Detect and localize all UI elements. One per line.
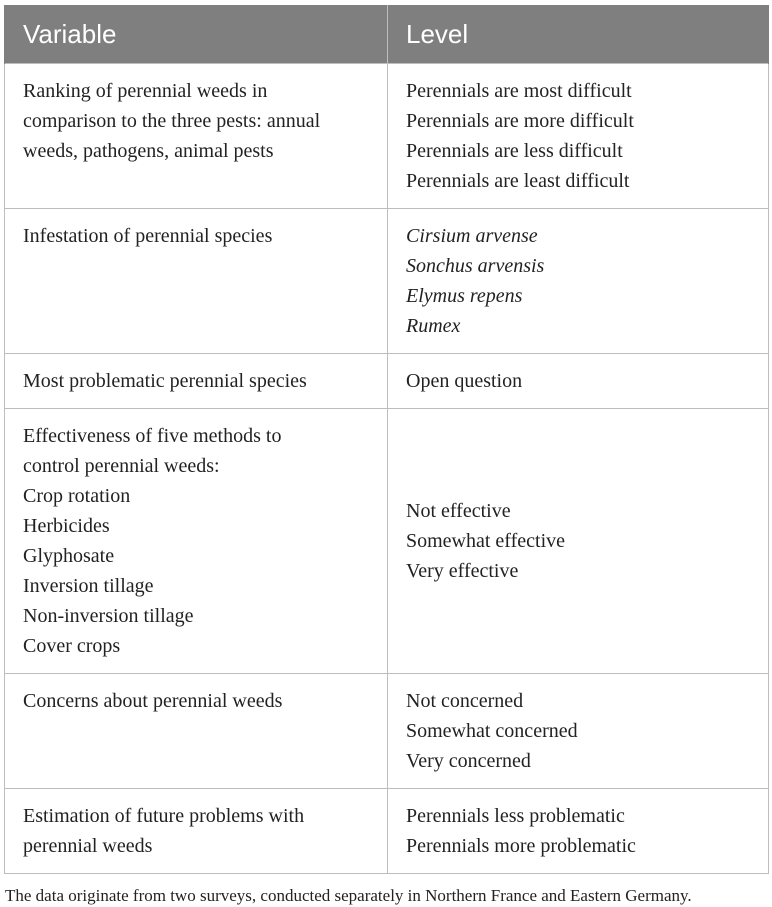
- variable-line: weeds, pathogens, animal pests: [23, 140, 274, 162]
- variable-line: Ranking of perennial weeds in: [23, 80, 268, 102]
- species-name: Rumex: [406, 315, 461, 337]
- variable-cell: [5, 789, 388, 874]
- table-row: [5, 64, 769, 209]
- method-name: Non-inversion tillage: [23, 605, 194, 627]
- variable-line: Infestation of perennial species: [23, 225, 273, 247]
- method-name: Herbicides: [23, 515, 110, 537]
- method-name: Cover crops: [23, 635, 121, 657]
- header-variable: Variable: [5, 5, 388, 64]
- variable-line: comparison to the three pests: annual: [23, 110, 321, 132]
- level-cell: [388, 789, 769, 874]
- document: [4, 0, 768, 907]
- header-row: [5, 5, 769, 64]
- variable-line: Concerns about perennial weeds: [23, 690, 283, 712]
- level-line: Open question: [406, 370, 523, 392]
- variable-line: Estimation of future problems with: [23, 805, 305, 827]
- table-row: [5, 409, 769, 674]
- table-row: [5, 789, 769, 874]
- level-cell: [388, 209, 769, 354]
- survey-variables-table: [4, 5, 769, 874]
- header-level: Level: [388, 5, 769, 64]
- level-line: Not effective: [406, 500, 511, 522]
- variable-line: control perennial weeds:: [23, 455, 220, 477]
- species-name: Sonchus arvensis: [406, 255, 545, 277]
- variable-cell: [5, 409, 388, 674]
- level-cell: [388, 354, 769, 409]
- level-line: Not concerned: [406, 690, 524, 712]
- species-name: Cirsium arvense: [406, 225, 538, 247]
- table-row: [5, 674, 769, 789]
- level-line: Perennials are least difficult: [406, 170, 630, 192]
- variable-line: perennial weeds: [23, 835, 153, 857]
- level-line: Somewhat effective: [406, 530, 566, 552]
- variable-cell: [5, 64, 388, 209]
- level-line: Perennials are less difficult: [406, 140, 623, 162]
- method-name: Glyphosate: [23, 545, 115, 567]
- level-line: Perennials less problematic: [406, 805, 625, 827]
- level-line: Perennials are more difficult: [406, 110, 634, 132]
- method-name: Inversion tillage: [23, 575, 154, 597]
- table-row: [5, 354, 769, 409]
- method-name: Crop rotation: [23, 485, 131, 507]
- table-row: [5, 209, 769, 354]
- variable-cell: [5, 674, 388, 789]
- level-line: Perennials more problematic: [406, 835, 636, 857]
- level-line: Very concerned: [406, 750, 531, 772]
- level-cell: [388, 64, 769, 209]
- table-body: [5, 64, 769, 874]
- variable-cell: [5, 354, 388, 409]
- level-line: Somewhat concerned: [406, 720, 578, 742]
- level-cell: [388, 409, 769, 674]
- variable-line: Most problematic perennial species: [23, 370, 307, 392]
- level-line: Perennials are most difficult: [406, 80, 632, 102]
- level-cell: [388, 674, 769, 789]
- variable-line: Effectiveness of five methods to: [23, 425, 282, 447]
- species-name: Elymus repens: [406, 285, 523, 307]
- level-line: Very effective: [406, 560, 519, 582]
- variable-cell: [5, 209, 388, 354]
- table-footnote: The data originate from two surveys, conducted separately in Northern France and Eastern Germany.: [5, 886, 692, 905]
- table-header: [5, 5, 769, 64]
